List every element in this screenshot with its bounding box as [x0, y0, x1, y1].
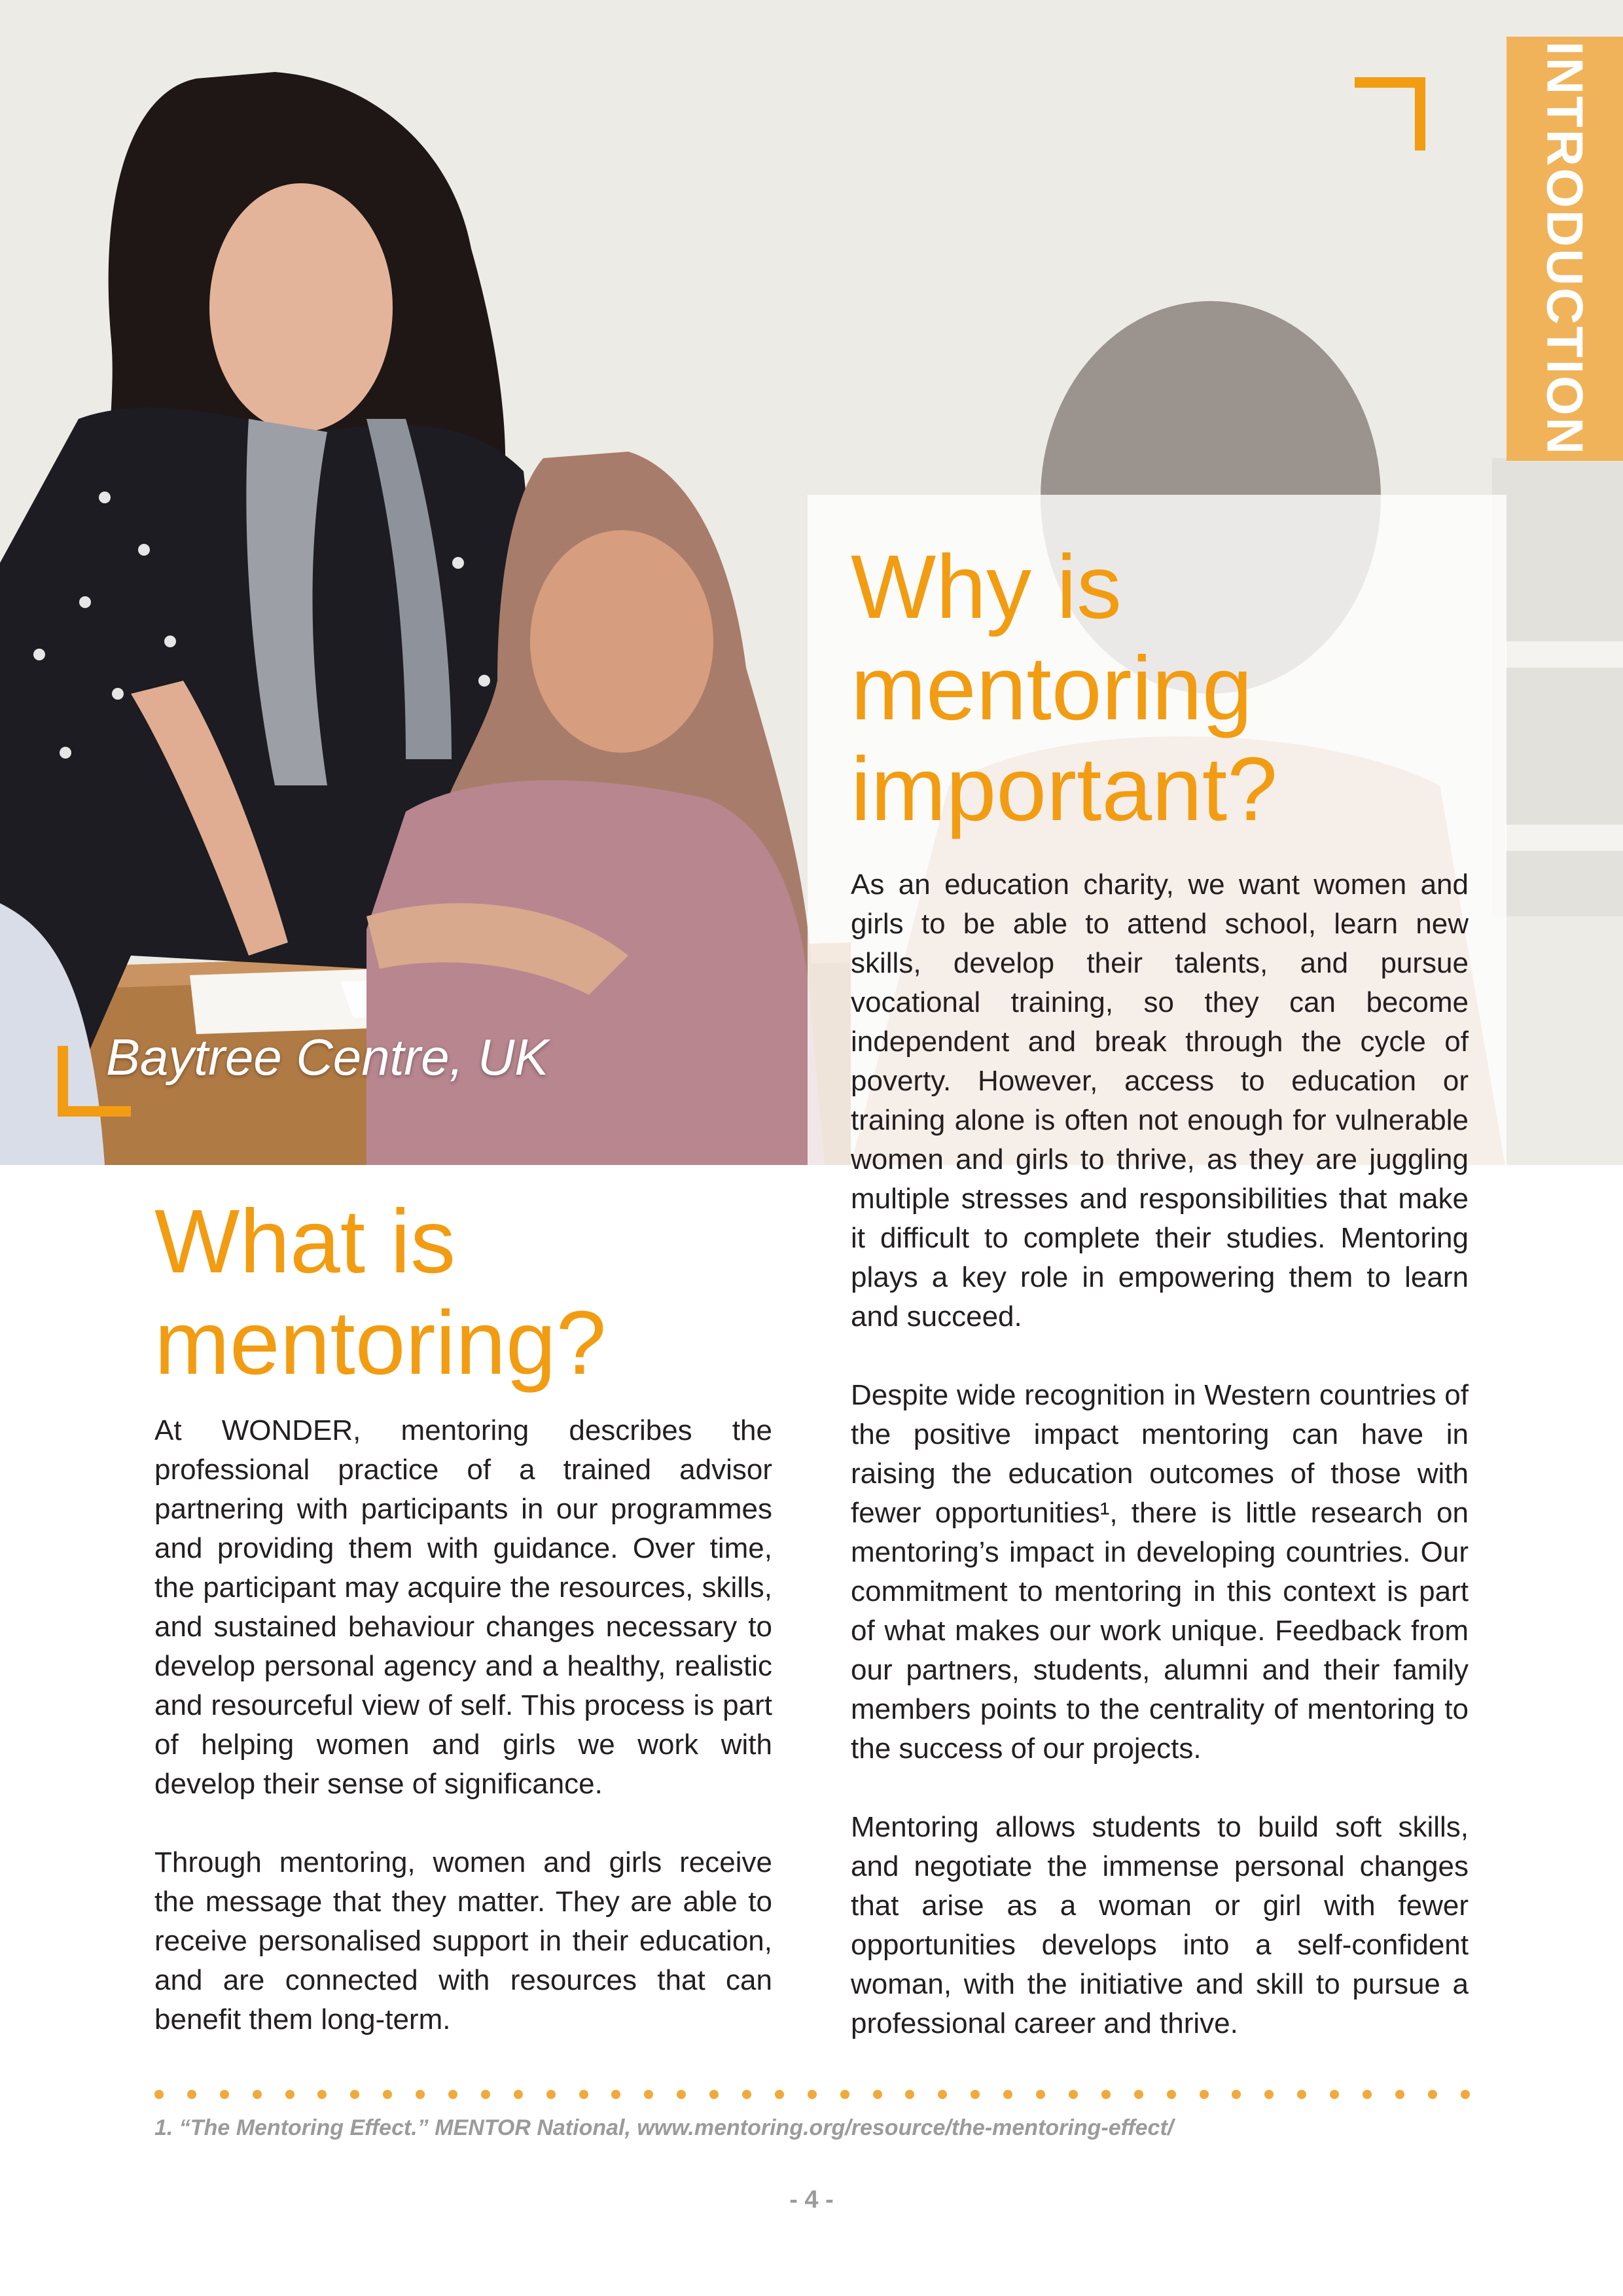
photo-caption: Baytree Centre, UK [106, 1028, 549, 1086]
divider-dot [808, 2090, 817, 2099]
divider-dot [220, 2090, 229, 2099]
divider-dot [448, 2090, 457, 2099]
divider-dot [938, 2090, 947, 2099]
divider-dot [1297, 2090, 1306, 2099]
divider-dot [1200, 2090, 1209, 2099]
divider-dot [1036, 2090, 1045, 2099]
dotted-divider [154, 2088, 1470, 2101]
divider-dot [154, 2090, 164, 2099]
divider-dot [971, 2090, 980, 2099]
divider-dot [253, 2090, 262, 2099]
section-tab [1507, 37, 1623, 461]
divider-dot [1330, 2090, 1339, 2099]
page-number: - 4 - [789, 2186, 834, 2214]
divider-dot [317, 2090, 327, 2099]
divider-dot [350, 2090, 359, 2099]
divider-dot [187, 2090, 196, 2099]
divider-dot [611, 2090, 620, 2099]
what-body [154, 1411, 772, 2079]
divider-dot [383, 2090, 392, 2099]
divider-dot [1232, 2090, 1241, 2099]
section-tab-label: INTRODUCTION [1536, 41, 1594, 456]
divider-dot [285, 2090, 294, 2099]
divider-dot [579, 2090, 588, 2099]
divider-dot [1363, 2090, 1372, 2099]
corner-bracket-top-right [1355, 77, 1425, 151]
divider-dot [1101, 2090, 1111, 2099]
divider-dot [677, 2090, 686, 2099]
divider-dot [1167, 2090, 1176, 2099]
divider-dot [1461, 2090, 1470, 2099]
divider-dot [514, 2090, 523, 2099]
divider-dot [1134, 2090, 1143, 2099]
why-paragraph-3: Mentoring allows students to build soft skills, and negotiate the immense personal changes that arise as a woman or girl with fewer opportunities develops into a self-confident woman, with the initiative and skill to pursue a professional career and thrive. [851, 1811, 1469, 2039]
divider-dot [1003, 2090, 1012, 2099]
divider-dot [840, 2090, 849, 2099]
what-paragraph-1: At WONDER, mentoring describes the professional practice of a trained advisor partnering with participants in our programmes and providing them with guidance. Over time, the participant may acquire the resources, skills, and sustained behaviour changes necessary to develop personal agency and a healthy, realistic and resourceful view of self. This process is part of helping women and girls we work with develop their sense of significance. [154, 1414, 772, 1800]
divider-dot [546, 2090, 556, 2099]
footnote: 1. “The Mentoring Effect.” MENTOR National, www.mentoring.org/resource/the-mentoring-effect/ [154, 2115, 1174, 2140]
divider-dot [1395, 2090, 1404, 2099]
divider-dot [709, 2090, 719, 2099]
why-heading: Why is mentoring important? [851, 537, 1277, 840]
why-paragraph-2: Despite wide recognition in Western countries of the positive impact mentoring can have in raising the education outcomes of those with fewer opportunities¹, there is little research on mentoring’s impact in developing countries. Our commitment to mentoring in this context is part of what makes our work unique. Feedback from our partners, students, alumni and their family members points to the centrality of mentoring to the success of our projects. [851, 1379, 1469, 1765]
divider-dot [905, 2090, 914, 2099]
divider-dot [416, 2090, 425, 2099]
what-heading: What is mentoring? [154, 1191, 607, 1393]
divider-dot [481, 2090, 490, 2099]
divider-dot [775, 2090, 784, 2099]
divider-dot [644, 2090, 653, 2099]
why-paragraph-1: As an education charity, we want women and girls to be able to attend school, learn new skills, develop their talents, and pursue vocational training, so they can become independent and break through the cycle of poverty. However, access to education or training alone is often not enough for vulnerable women and girls to thrive, as they are juggling multiple stresses and responsibilities that make it difficult to complete their studies. Mentoring plays a key role in empowering them to learn and succeed. [851, 869, 1469, 1333]
divider-dot [1428, 2090, 1437, 2099]
divider-dot [1069, 2090, 1078, 2099]
what-paragraph-2: Through mentoring, women and girls receive the message that they matter. They are able to receive personalised support in their education, and are connected with resources that can benefit them long-term. [154, 1846, 772, 2036]
divider-dot [742, 2090, 751, 2099]
why-body [851, 865, 1469, 2083]
divider-dot [1264, 2090, 1274, 2099]
divider-dot [873, 2090, 882, 2099]
